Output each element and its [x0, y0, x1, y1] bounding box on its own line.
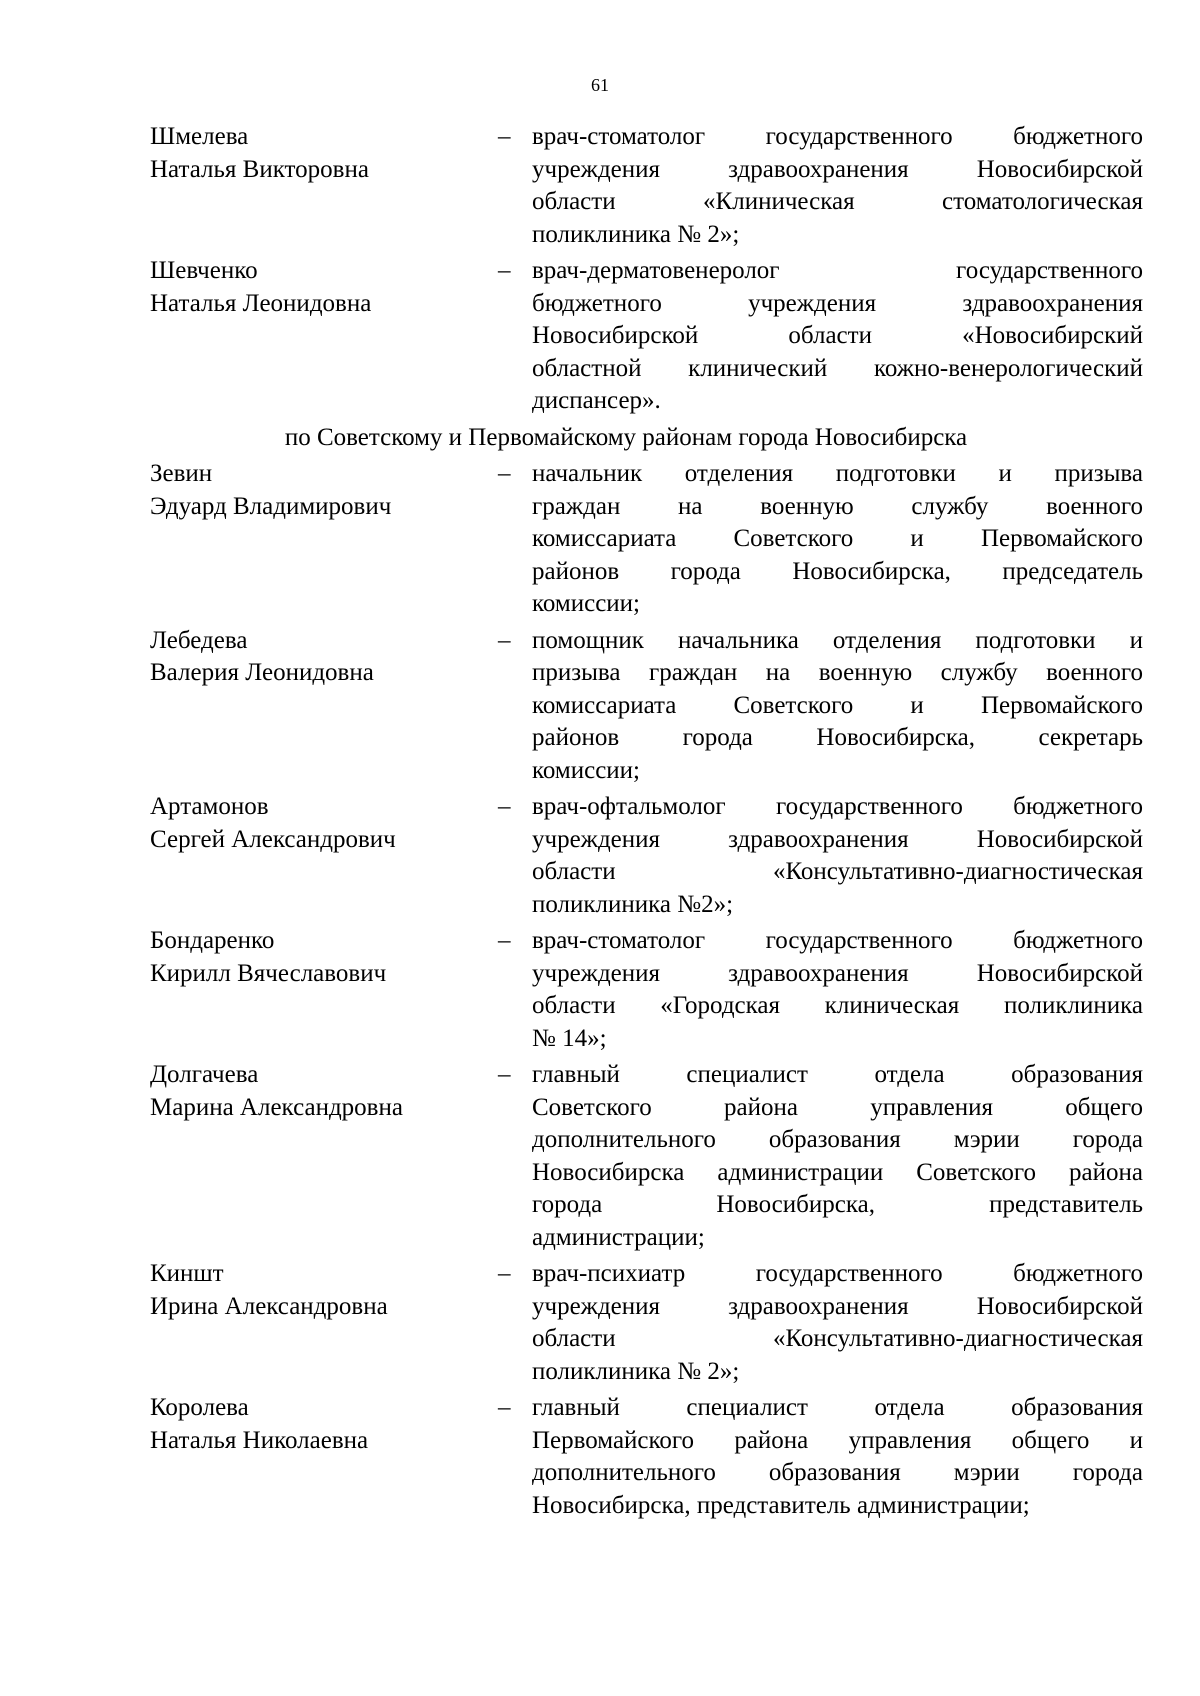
position-line: поликлиника № 2»;: [532, 1357, 740, 1385]
position-line: районов города Новосибирска, секретарь: [532, 724, 1143, 751]
dash-separator: –: [498, 257, 511, 284]
member-given-names: Наталья Викторовна: [150, 155, 369, 183]
position-line: врач-дерматовенеролог государственного: [532, 257, 1143, 284]
section-heading: по Советскому и Первомайскому районам города Новосибирска: [284, 423, 968, 451]
position-line: комиссариата Советского и Первомайского: [532, 691, 1143, 719]
member-position: [532, 791, 1143, 921]
member-given-names: Ирина Александровна: [150, 1292, 388, 1320]
position-line: граждан на военную службу военного: [532, 492, 1143, 520]
position-line: Новосибирской области «Новосибирский: [532, 322, 1143, 349]
member-given-names: Марина Александровна: [150, 1093, 403, 1121]
position-line: учреждения здравоохранения Новосибирской: [532, 1292, 1143, 1320]
position-line: главный специалист отдела образования: [532, 1061, 1143, 1088]
member-given-names: Валерия Леонидовна: [150, 659, 374, 686]
position-line: врач-психиатр государственного бюджетного: [532, 1260, 1143, 1287]
dash-separator: –: [498, 626, 511, 654]
position-line: бюджетного учреждения здравоохранения: [532, 289, 1143, 317]
member-surname: Киншт: [150, 1260, 224, 1287]
position-line: Первомайского района управления общего и: [532, 1426, 1143, 1454]
member-name: [150, 1258, 498, 1388]
member-name: [150, 1059, 498, 1254]
position-line: врач-стоматолог государственного бюджетного: [532, 123, 1143, 150]
position-line: диспансер».: [532, 387, 661, 414]
position-line: комиссариата Советского и Первомайского: [532, 525, 1143, 552]
member-entry: [150, 625, 1150, 788]
position-line: врач-офтальмолог государственного бюджетного: [532, 793, 1143, 820]
member-given-names: Эдуард Владимирович: [150, 492, 392, 520]
member-entry: [150, 255, 1150, 418]
position-line: области «Консультативно-диагностическая: [532, 1325, 1143, 1352]
member-position: [532, 925, 1143, 1055]
dash-separator: –: [498, 123, 511, 150]
member-name: [150, 255, 498, 418]
member-entry: [150, 458, 1150, 621]
member-name: [150, 625, 498, 788]
member-name: [150, 1392, 498, 1522]
member-name: [150, 458, 498, 621]
member-surname: Артамонов: [150, 793, 269, 820]
member-given-names: Наталья Леонидовна: [150, 289, 372, 317]
page-number: 61: [591, 75, 609, 95]
dash-separator: –: [498, 460, 511, 487]
position-line: областной клинический кожно-венерологический: [532, 354, 1143, 382]
position-line: города Новосибирска, представитель: [532, 1191, 1143, 1218]
position-line: поликлиника №2»;: [532, 890, 734, 918]
position-line: Советского района управления общего: [532, 1093, 1143, 1121]
dash-separator: –: [498, 1260, 511, 1287]
position-line: комиссии;: [532, 590, 640, 617]
member-position: [532, 255, 1143, 418]
member-entry: [150, 1392, 1150, 1522]
member-surname: Лебедева: [150, 626, 248, 654]
position-line: учреждения здравоохранения Новосибирской: [532, 959, 1143, 987]
member-given-names: Наталья Николаевна: [150, 1426, 369, 1454]
position-line: комиссии;: [532, 756, 640, 784]
position-line: области «Городская клиническая поликлиника: [532, 992, 1143, 1019]
position-line: начальник отделения подготовки и призыва: [532, 460, 1143, 487]
position-line: дополнительного образования мэрии города: [532, 1459, 1143, 1486]
position-line: районов города Новосибирска, председатель: [532, 557, 1143, 585]
position-line: поликлиника № 2»;: [532, 220, 740, 248]
member-given-names: Кирилл Вячеславович: [150, 959, 387, 987]
member-surname: Шмелева: [150, 123, 249, 150]
member-surname: Долгачева: [150, 1061, 259, 1088]
member-surname: Шевченко: [150, 257, 258, 284]
position-line: учреждения здравоохранения Новосибирской: [532, 155, 1143, 183]
member-entry: [150, 1258, 1150, 1388]
member-entry: [150, 791, 1150, 921]
member-list-top: [150, 121, 1150, 418]
commission-list: [150, 121, 1150, 1526]
position-line: главный специалист отдела образования: [532, 1394, 1143, 1421]
position-line: призыва граждан на военную службу военного: [532, 659, 1143, 686]
member-surname: Зевин: [150, 460, 213, 487]
position-line: Новосибирска администрации Советского района: [532, 1158, 1143, 1186]
position-line: учреждения здравоохранения Новосибирской: [532, 825, 1143, 853]
member-given-names: Сергей Александрович: [150, 825, 396, 853]
dash-separator: –: [498, 1394, 511, 1421]
position-line: врач-стоматолог государственного бюджетного: [532, 927, 1143, 954]
member-entry: [150, 1059, 1150, 1254]
position-line: области «Консультативно-диагностическая: [532, 858, 1143, 885]
member-surname: Бондаренко: [150, 927, 275, 954]
dash-separator: –: [498, 927, 511, 954]
member-position: [532, 625, 1143, 788]
member-position: [532, 458, 1143, 621]
member-name: [150, 121, 498, 251]
member-position: [532, 1392, 1143, 1522]
position-line: Новосибирска, представитель администрации;: [532, 1491, 1030, 1519]
member-list-bottom: [150, 458, 1150, 1522]
member-position: [532, 1258, 1143, 1388]
dash-separator: –: [498, 1061, 511, 1088]
member-position: [532, 121, 1143, 251]
member-position: [532, 1059, 1143, 1254]
member-entry: [150, 925, 1150, 1055]
position-line: области «Клиническая стоматологическая: [532, 188, 1143, 215]
dash-separator: –: [498, 793, 511, 820]
member-name: [150, 925, 498, 1055]
position-line: № 14»;: [532, 1024, 607, 1052]
member-name: [150, 791, 498, 921]
member-entry: [150, 121, 1150, 251]
member-surname: Королева: [150, 1394, 249, 1421]
position-line: помощник начальника отделения подготовки и: [532, 626, 1143, 654]
position-line: администрации;: [532, 1223, 705, 1251]
position-line: дополнительного образования мэрии города: [532, 1126, 1143, 1153]
